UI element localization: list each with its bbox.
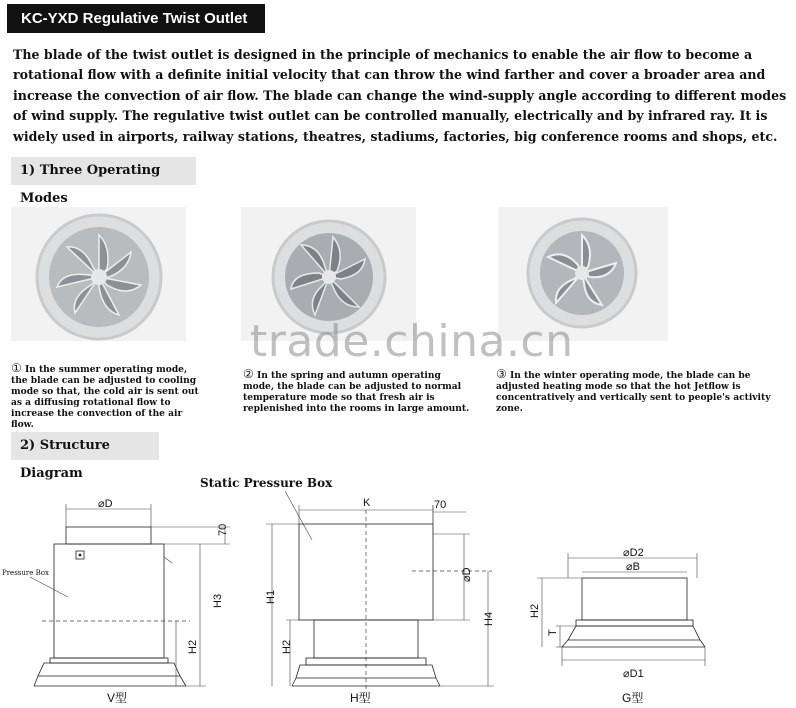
mode-text: In the winter operating mode, the blade can be adjusted heating mode so that the hot Jetflow is concentratively and vertically sent to people's activity zone. <box>496 370 771 414</box>
g-dim-b: ⌀B <box>626 561 640 573</box>
intro-paragraph: The blade of the twist outlet is designed in the principle of mechanics to enable the air flow to become a rotational flow with a definite initial velocity that can throw the wind farther and cover a broader area and increase the convection of air flow. The blade can change the wind-supply angle according to different modes of wind supply. The regulative twist outlet can be controlled manually, electrically and by infrared ray. It is widely used in airports, railway stations, theatres, stadiums, factories, big conference rooms and shops, etc. <box>13 47 787 144</box>
v-dim-70: 70 <box>217 523 229 536</box>
watermark: trade.china.cn <box>250 316 574 367</box>
page-title: KC-YXD Regulative Twist Outlet <box>7 4 265 33</box>
g-type-caption: G型 <box>622 691 644 705</box>
section-heading-structure-diagram: 2) Structure Diagram <box>11 432 159 460</box>
h-type-caption: H型 <box>350 691 371 705</box>
mode-number: ③ <box>496 367 507 381</box>
g-dim-d2: ⌀D2 <box>623 547 644 559</box>
mode-text: In the spring and autumn operating mode, the blade can be adjusted to normal temperature mode so that fresh air is replenished into the rooms in large amount. <box>243 370 470 414</box>
h-dim-h1: H1 <box>265 589 277 604</box>
h-dim-k: K <box>363 497 371 509</box>
structure-diagram <box>0 470 796 708</box>
v-type-drawing <box>2 498 230 705</box>
h-type-drawing <box>265 497 495 705</box>
v-dim-d: ⌀D <box>98 498 113 510</box>
g-dim-d1: ⌀D1 <box>623 668 644 680</box>
winter-mode-caption <box>496 369 771 414</box>
h-dim-h2: H2 <box>281 639 293 654</box>
static-pressure-box-label: Static Pressure Box <box>200 476 333 490</box>
g-type-drawing <box>529 547 705 705</box>
spring-autumn-mode-caption <box>243 369 473 414</box>
mode-number: ② <box>243 367 254 381</box>
h-dim-d: ⌀D <box>461 567 473 582</box>
h-dim-h4: H4 <box>483 611 495 626</box>
pressure-box-label: Pressure Box <box>2 569 49 577</box>
v-type-caption: V型 <box>107 691 128 705</box>
mode-number: ① <box>11 361 22 375</box>
section-heading-operating-modes: 1) Three Operating Modes <box>11 157 196 185</box>
g-dim-h2: H2 <box>529 603 541 618</box>
v-dim-h3: H3 <box>212 593 224 608</box>
h-dim-70: 70 <box>434 499 447 511</box>
summer-mode-image <box>11 207 186 341</box>
summer-mode-caption <box>11 363 201 430</box>
mode-text: In the summer operating mode, the blade can be adjusted to cooling mode so that, the cold air is sent out as a diffusing rotational flow to increase the convection of the air flow. <box>11 364 199 430</box>
v-dim-h2: H2 <box>187 639 199 654</box>
g-dim-t: T <box>547 629 559 636</box>
